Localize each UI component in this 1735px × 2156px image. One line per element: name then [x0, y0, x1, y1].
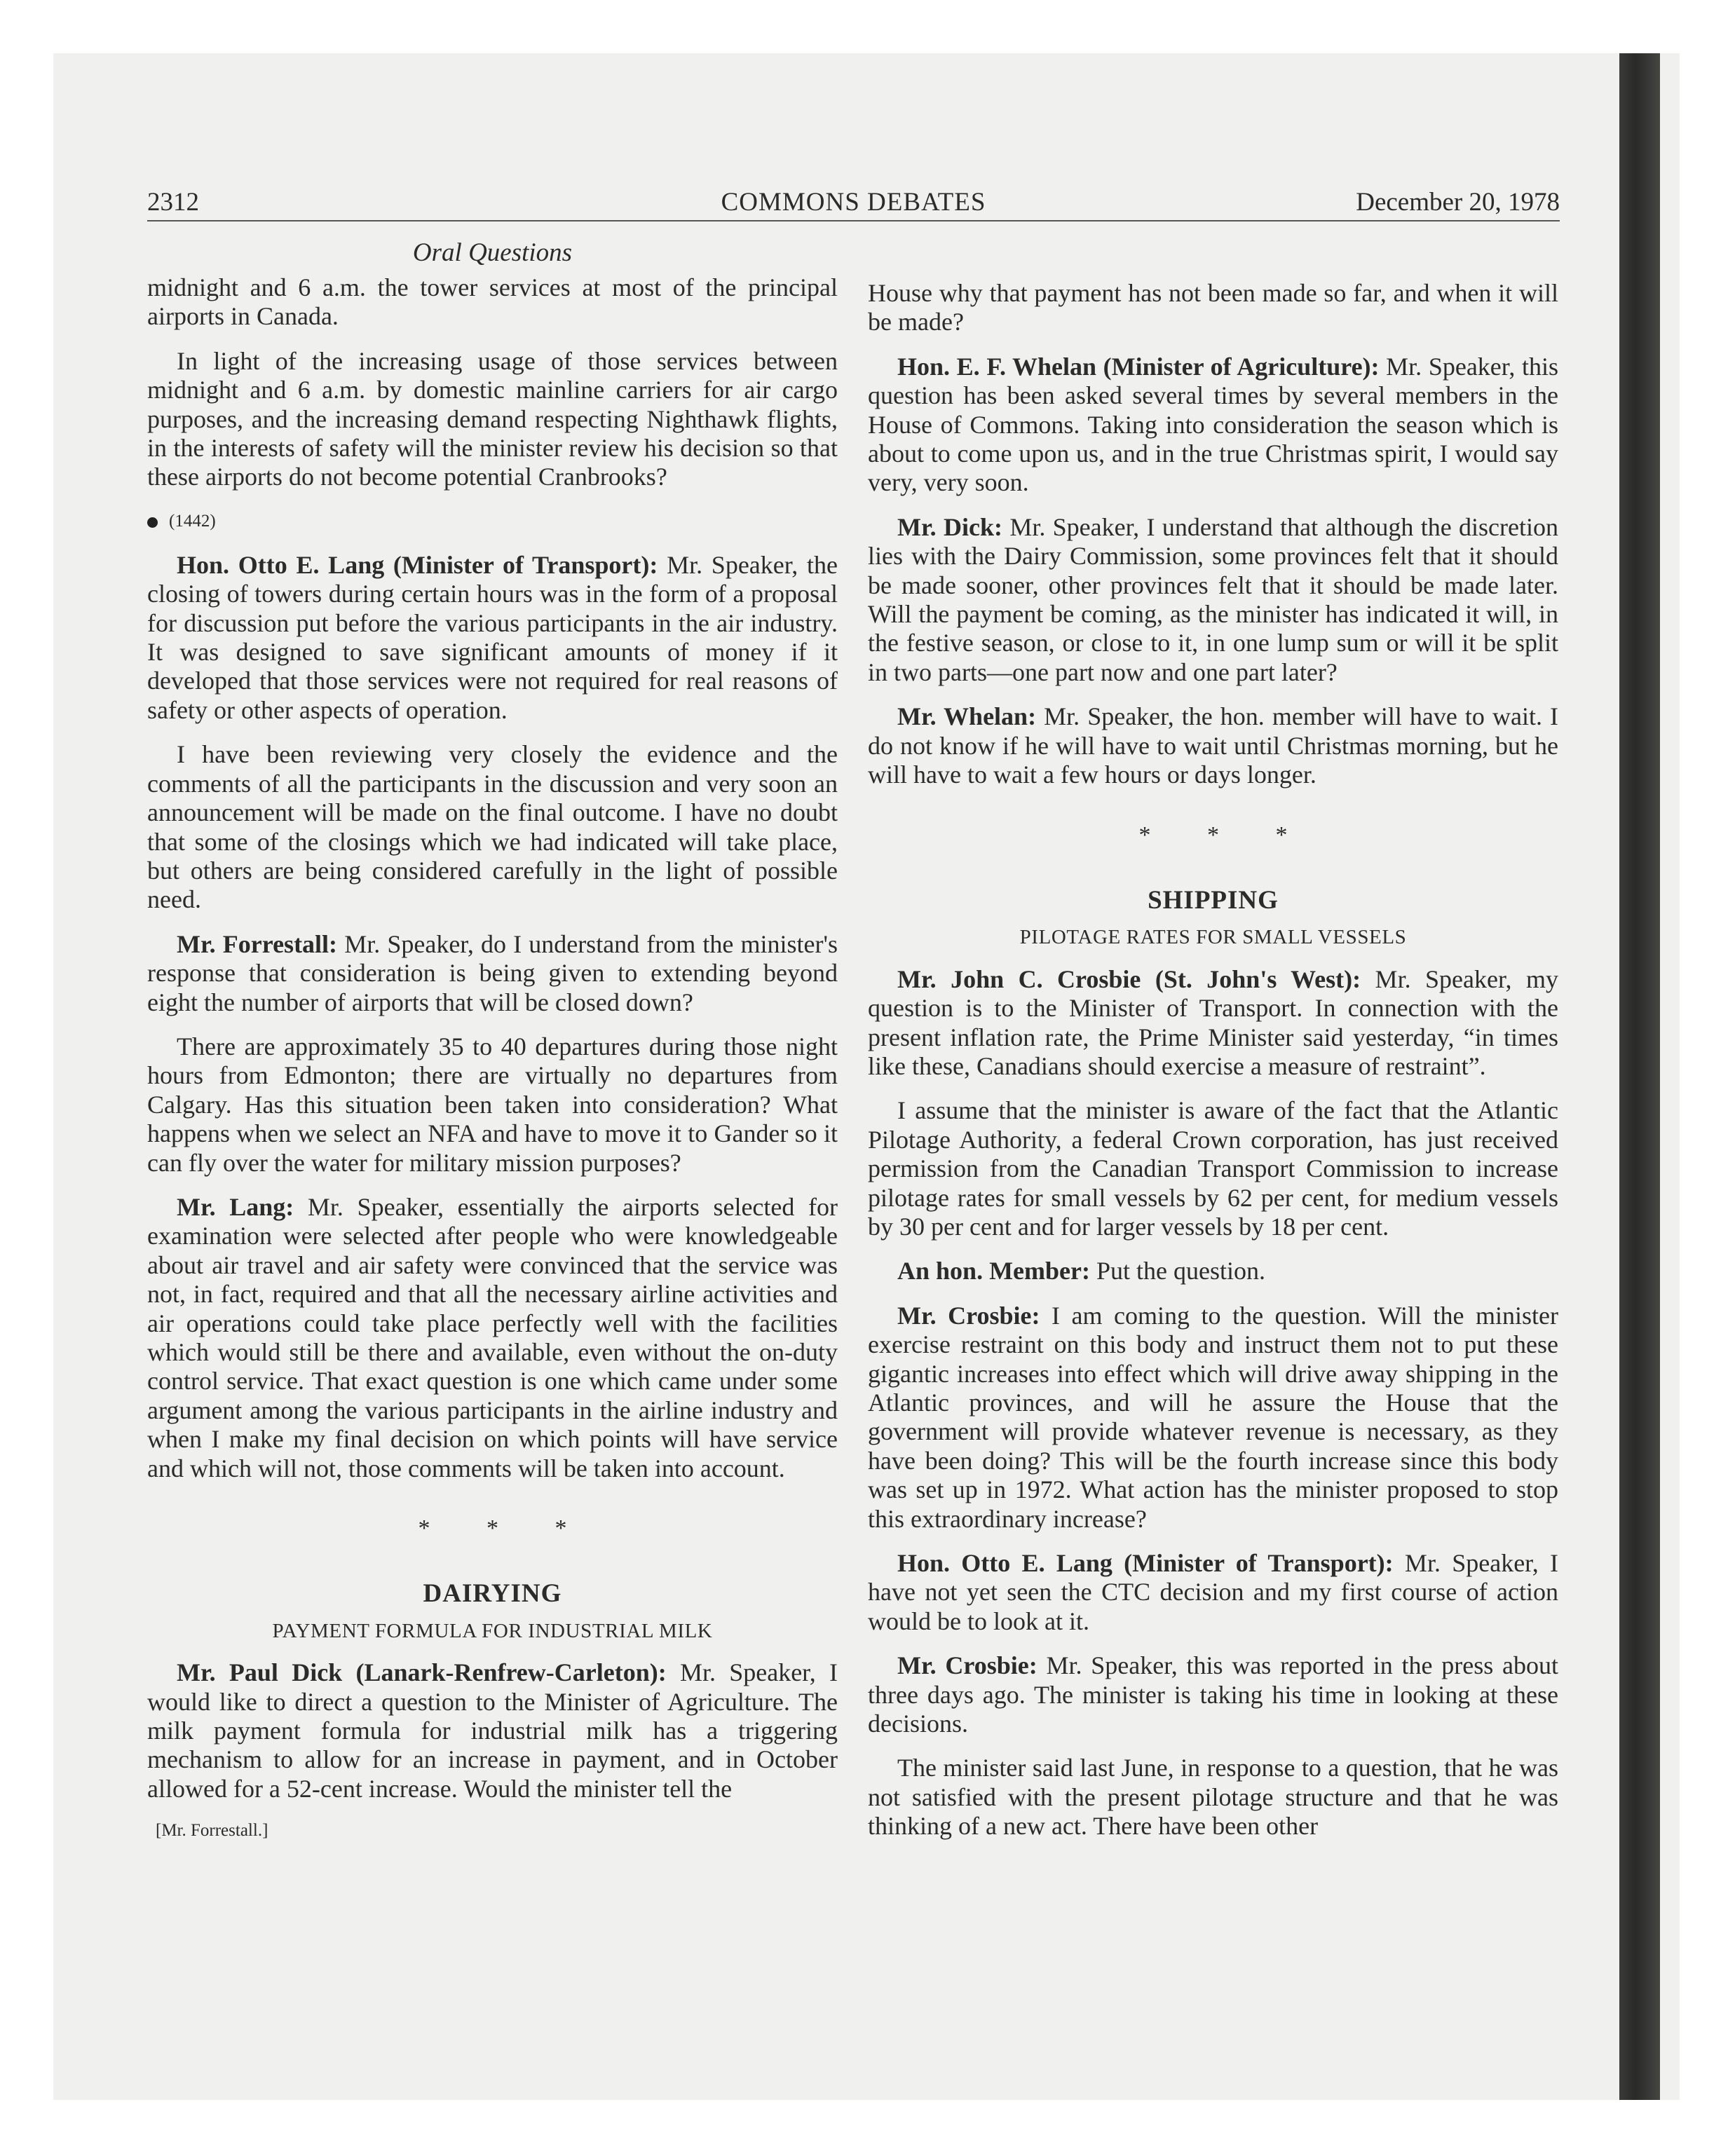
paragraph — [868, 1302, 1558, 1534]
paragraph — [147, 551, 838, 725]
speaker-name: Mr. Lang: — [177, 1192, 294, 1221]
speech-text: Mr. Speaker, this question has been asked several times by several members in the House of Commons. Taking into consideration the season which is about to come upon us, and in the true Christmas spirit, I would say very, very soon. — [868, 352, 1558, 497]
paragraph: midnight and 6 a.m. the tower services at most of the principal airports in Canada. — [147, 273, 838, 331]
left-column — [147, 273, 838, 1843]
speaker-name: An hon. Member: — [897, 1257, 1090, 1285]
speaker-name: Hon. Otto E. Lang (Minister of Transport): — [897, 1549, 1394, 1578]
publication-title: COMMONS DEBATES — [721, 188, 986, 217]
speech-text: Mr. Speaker, the hon. member will have to wait. I do not know if he will have to wait until Christmas morning, but he will have to wait a few hours or days longer. — [868, 702, 1558, 789]
bullet-icon — [147, 517, 158, 528]
paragraph — [868, 513, 1558, 687]
paragraph — [868, 965, 1558, 1082]
paragraph: I assume that the minister is aware of the fact that the Atlantic Pilotage Authority, a federal Crown corporation, has just received permission from the Canadian Transport Commission to increase pilotage rates for small vessels by 62 per cent, for medium vessels by 30 per cent and for larger vessels by 18 per cent. — [868, 1096, 1558, 1241]
paragraph — [147, 1658, 838, 1803]
paragraph: I have been reviewing very closely the evidence and the comments of all the participants in the discussion and very soon an announcement will be made on the final outcome. I have no doubt that some of the closings which we had indicated will take place, but others are being considered carefully in the light of possible need. — [147, 740, 838, 914]
speaker-name: Hon. Otto E. Lang (Minister of Transport): — [177, 550, 658, 579]
section-heading: SHIPPING — [1148, 885, 1279, 915]
speech-text: I am coming to the question. Will the minister exercise restraint on this body and instruct them not to put these gigantic increases into effect which will drive away shipping in the Atlantic provinces, and will he assure the House that the government will provide whatever revenue is necessary, as they have been doing? This will be the fourth increase since this body was set up in 1972. What action has the minister proposed to stop this extraordinary increase? — [868, 1301, 1558, 1533]
section-separator: * * * — [1138, 821, 1313, 848]
time-marker — [147, 507, 838, 535]
speech-text: Mr. Speaker, I understand that although the discretion lies with the Dairy Commission, some provinces felt that it should be made sooner, other provinces felt that it should be made later. Will the payment be coming, as the minister has indicated it will, in the festive season, or close to it, in one lump sum or will it be split in two parts—one part now and one part later? — [868, 512, 1559, 686]
publication-date: December 20, 1978 — [1356, 188, 1560, 217]
section-heading: DAIRYING — [423, 1579, 562, 1609]
speech-text: Mr. Speaker, I would like to direct a question to the Minister of Agriculture. The milk payment formula for industrial milk has a triggering mechanism to allow for an increase in payment, and in October allowed for a 52-cent increase. Would the minister tell the — [147, 1658, 838, 1803]
right-column — [868, 279, 1558, 1857]
speaker-name: Mr. Dick: — [897, 512, 1002, 541]
paragraph — [868, 702, 1558, 789]
speaker-name: Mr. John C. Crosbie (St. John's West): — [897, 964, 1361, 993]
time-marker-text: (1442) — [169, 511, 216, 531]
paragraph — [868, 1549, 1558, 1636]
section-subheading: PILOTAGE RATES FOR SMALL VESSELS — [1019, 926, 1407, 949]
section-label: Oral Questions — [412, 238, 573, 267]
speech-text: Mr. Speaker, the closing of towers during certain hours was in the form of a proposal for discussion put before the various participants in the air industry. It was designed to save significant amounts of money if it developed that those services were not required for real reasons of safety or other aspects of operation. — [147, 550, 838, 724]
paragraph: In light of the increasing usage of those services between midnight and 6 a.m. by domestic mainline carriers for air cargo purposes, and the increasing demand respecting Nighthawk flights, in the interests of safety will the minister review his decision so that these airports do not become potential Cranbrooks? — [147, 346, 838, 491]
section-separator: * * * — [418, 1515, 592, 1542]
speech-text: Mr. Speaker, essentially the airports selected for examination were selected after people who were knowledgeable about air travel and air safety were convinced that the service was not, in fact, required and that all the necessary airline activities and air operations could take place perfectly well with the facilities which would still be there and available, even without the on-duty control service. That exact question is one which came under some argument among the various participants in the airline industry and when I make my final decision on which points will have service and which will not, those comments will be taken into account. — [147, 1192, 838, 1482]
speaker-name: Mr. Forrestall: — [177, 929, 338, 958]
section-subheading: PAYMENT FORMULA FOR INDUSTRIAL MILK — [272, 1619, 713, 1642]
paragraph — [868, 1257, 1558, 1285]
speaker-name: Mr. Whelan: — [897, 702, 1037, 731]
paragraph — [147, 930, 838, 1017]
paragraph — [868, 1651, 1558, 1738]
speaker-name: Hon. E. F. Whelan (Minister of Agriculture): — [897, 352, 1380, 381]
paragraph — [868, 353, 1558, 498]
speaker-name: Mr. Crosbie: — [897, 1651, 1037, 1680]
paragraph: House why that payment has not been made so far, and when it will be made? — [868, 279, 1558, 336]
speaker-name: Mr. Paul Dick (Lanark-Renfrew-Carleton): — [177, 1658, 667, 1687]
paragraph — [147, 1193, 838, 1483]
paragraph: The minister said last June, in response to a question, that he was not satisfied with the present pilotage structure and that he was thinking of a new act. There have been other — [868, 1754, 1558, 1841]
header-rule — [147, 220, 1560, 221]
page-number: 2312 — [147, 188, 199, 217]
footnote: [Mr. Forrestall.] — [156, 1821, 268, 1841]
speech-text: Put the question. — [1089, 1257, 1265, 1285]
speech-text: Mr. Speaker, my question is to the Minister of Transport. In connection with the present inflation rate, the Prime Minister said yesterday, “in times like these, Canadians should exercise a measure of restraint”. — [868, 964, 1558, 1080]
speech-text: Mr. Speaker, I have not yet seen the CTC decision and my first course of action would be to look at it. — [868, 1549, 1558, 1635]
speech-text: Mr. Speaker, this was reported in the press about three days ago. The minister is taking his time in looking at these decisions. — [868, 1651, 1558, 1738]
speech-text: Mr. Speaker, do I understand from the minister's response that consideration is being given to extending beyond eight the number of airports that will be closed down? — [147, 929, 838, 1016]
speaker-name: Mr. Crosbie: — [897, 1301, 1040, 1330]
paragraph: There are approximately 35 to 40 departures during those night hours from Edmonton; there are virtually no departures from Calgary. Has this situation been taken into consideration? What happens when we select an NFA and have to move it to Gander so it can fly over the water for military mission purposes? — [147, 1032, 838, 1177]
running-header — [147, 185, 1560, 220]
